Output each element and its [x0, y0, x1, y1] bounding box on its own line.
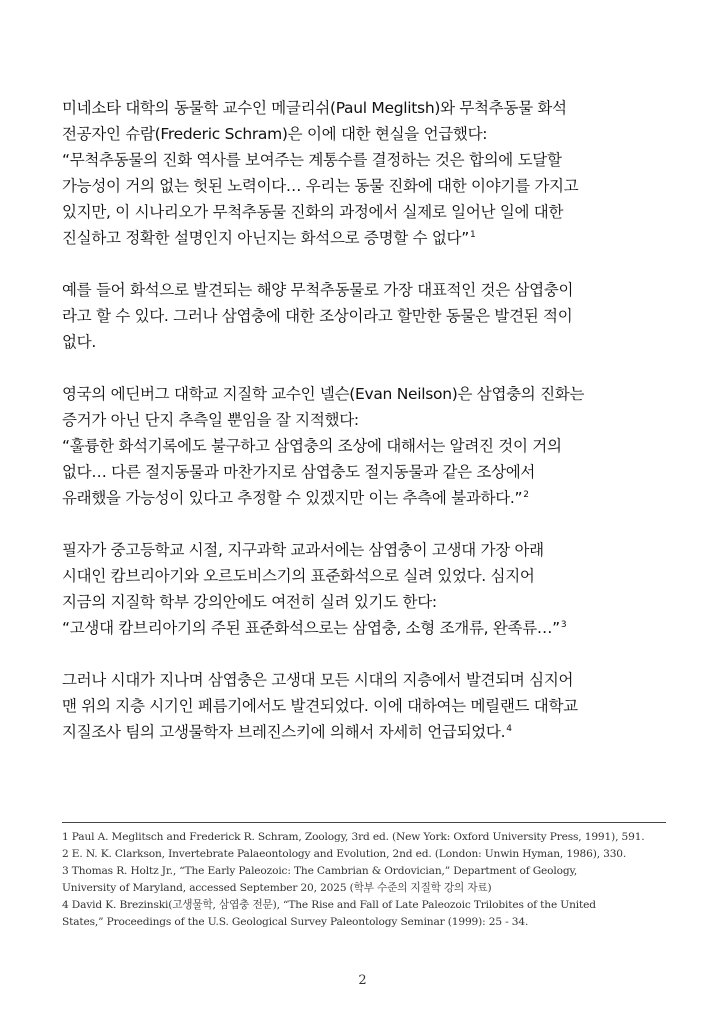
text-line: 필자가 중고등학교 시절, 지구과학 교과서에는 삼엽충이 고생대 가장 아래: [62, 541, 544, 559]
footnote-ref: 1: [469, 229, 476, 240]
text-line: “무척추동물의 진화 역사를 보여주는 계통수를 결정하는 것은 합의에 도달할: [62, 151, 562, 169]
page-number: 2: [358, 973, 367, 988]
footnote-line: 3 Thomas R. Holtz Jr., “The Early Paleozoic: The Cambrian & Ordovician,” Department of Geology,: [62, 865, 578, 877]
paragraph-permian: [62, 667, 672, 745]
footnote-line: States,” Proceedings of the U.S. Geological Survey Paleontology Seminar (1999): 25 - 34.: [62, 916, 529, 928]
footnote-divider: [62, 822, 666, 823]
text-line: 미네소타 대학의 동물학 교수인 메글리쉬(Paul Meglitsh)와 무척추동물 화석: [62, 99, 567, 117]
footnote-ref: 3: [560, 619, 567, 630]
text-line: 예를 들어 화석으로 발견되는 해양 무척추동물로 가장 대표적인 것은 삼엽충이: [62, 281, 574, 299]
footnote-line: 4 David K. Brezinski(고생물학, 삼엽충 전문), “The Rise and Fall of Late Paleozoic Trilobites of the United: [62, 899, 596, 911]
footnotes: [62, 829, 672, 931]
text-line: 영국의 에딘버그 대학교 지질학 교수인 넬슨(Evan Neilson)은 삼엽충의 진화는: [62, 385, 585, 403]
text-line: 가능성이 거의 없는 헛된 노력이다… 우리는 동물 진화에 대한 이야기를 가지고: [62, 177, 579, 195]
text-line-content: 진실하고 정확한 설명인지 아닌지는 화석으로 증명할 수 없다”: [62, 229, 469, 247]
paragraph-neilson-quote: [62, 381, 672, 511]
text-line: “훌륭한 화석기록에도 불구하고 삼엽충의 조상에 대해서는 알려진 것이 거의: [62, 437, 562, 455]
text-line: [62, 225, 672, 251]
text-line-content: “고생대 캄브리아기의 주된 표준화석으로는 삼엽충, 소형 조개류, 완족류…”: [62, 619, 560, 637]
text-line: 전공자인 슈람(Frederic Schram)은 이에 대한 현실을 언급했다:: [62, 125, 488, 143]
text-line-content: 유래했을 가능성이 있다고 추정할 수 있겠지만 이는 추측에 불과하다.”: [62, 489, 523, 507]
text-line: [62, 615, 672, 641]
text-line-content: 지질조사 팀의 고생물학자 브레진스키에 의해서 자세히 언급되었다.: [62, 723, 506, 741]
footnote-line: University of Maryland, accessed September 20, 2025 (학부 수준의 지질학 강의 자료): [62, 882, 492, 894]
body-text: [62, 95, 672, 771]
text-line: 그러나 시대가 지나며 삼엽충은 고생대 모든 시대의 지층에서 발견되며 심지어: [62, 671, 574, 689]
text-line: 지금의 지질학 학부 강의안에도 여전히 실려 있기도 한다:: [62, 593, 437, 611]
text-line: 없다… 다른 절지동물과 마찬가지로 삼엽충도 절지동물과 같은 조상에서: [62, 463, 536, 481]
text-line: 라고 할 수 있다. 그러나 삼엽충에 대한 조상이라고 할만한 동물은 발견된 적이: [62, 307, 573, 325]
paragraph-trilobite-intro: [62, 277, 672, 355]
text-line: 증거가 아닌 단지 추측일 뿐임을 잘 지적했다:: [62, 411, 359, 429]
text-line: [62, 719, 672, 745]
text-line: 있지만, 이 시나리오가 무척추동물 진화의 과정에서 실제로 일어난 일에 대한: [62, 203, 564, 221]
text-line: 맨 위의 지층 시기인 페름기에서도 발견되었다. 이에 대하여는 메릴랜드 대학교: [62, 697, 578, 715]
footnote-line: 1 Paul A. Meglitsch and Frederick R. Schram, Zoology, 3rd ed. (New York: Oxford University Press, 1991), 591.: [62, 831, 645, 843]
text-line: 없다.: [62, 333, 96, 351]
footnote-line: 2 E. N. K. Clarkson, Invertebrate Palaeontology and Evolution, 2nd ed. (London: Unwin Hyman, 1986), 330.: [62, 848, 627, 860]
paragraph-textbook: [62, 537, 672, 641]
footnote-ref: 2: [523, 489, 529, 500]
paragraph-meglitsch-quote: [62, 95, 672, 251]
text-line: 시대인 캄브리아기와 오르도비스기의 표준화석으로 실려 있었다. 심지어: [62, 567, 535, 585]
footnote-ref: 4: [506, 723, 512, 734]
text-line: [62, 485, 672, 511]
